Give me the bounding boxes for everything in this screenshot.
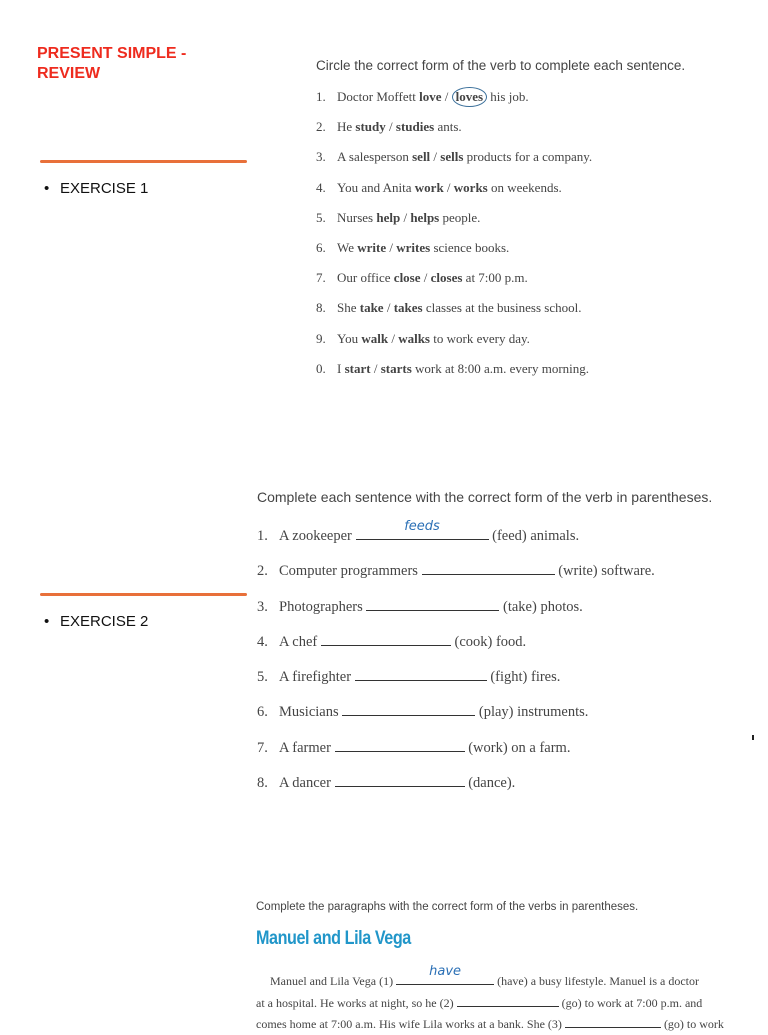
exercise-1-label: [44, 180, 148, 197]
exercise-1-item: [316, 148, 592, 178]
verb-option-b[interactable]: writes: [396, 239, 431, 255]
sentence-text: people.: [439, 209, 481, 225]
sentence-text: Our office: [337, 270, 394, 286]
option-separator: /: [443, 179, 454, 195]
sentence-text: A farmer: [279, 739, 335, 756]
exercise-1-item: [316, 269, 592, 299]
exercise-1-item: [316, 179, 592, 209]
exercise-3-heading: Manuel and Lila Vega: [256, 928, 411, 949]
verb-option-a[interactable]: study: [355, 119, 386, 135]
exercise-1-item: [316, 209, 592, 239]
handwritten-answer: feeds: [404, 519, 440, 534]
paragraph-text: at a hospital. He works at night, so he (2): [256, 995, 457, 1010]
page-title: [37, 44, 257, 84]
item-number: 0.: [316, 360, 326, 376]
verb-option-a[interactable]: close: [393, 270, 421, 286]
paragraph-text: (go) to work: [660, 1017, 724, 1031]
sentence-text: classes at the business school.: [422, 300, 582, 316]
exercise-2-item: [257, 596, 655, 631]
answer-blank-3[interactable]: [565, 1013, 661, 1028]
exercise-1-item: [316, 88, 592, 118]
exercise-2-instruction: Complete each sentence with the correct form of the verb in parentheses.: [257, 489, 713, 505]
section-divider-1: [40, 160, 247, 163]
paragraph-text: (go) to work at 7:00 p.m. and: [558, 995, 703, 1010]
item-number: 7.: [257, 739, 268, 756]
stray-mark: [752, 735, 754, 740]
page-title-line-1: PRESENT SIMPLE -: [37, 45, 187, 62]
exercise-2-label: [44, 613, 148, 630]
sentence-text: to work every day.: [430, 330, 530, 346]
verb-option-a[interactable]: sell: [412, 149, 431, 165]
sentence-text: his job.: [487, 89, 529, 104]
exercise-3-instruction: Complete the paragraphs with the correct form of the verbs in parentheses.: [256, 901, 639, 913]
option-separator: /: [388, 330, 399, 346]
answer-blank[interactable]: [355, 666, 487, 681]
verb-option-a[interactable]: write: [357, 239, 387, 255]
verb-option-a[interactable]: take: [359, 300, 384, 316]
item-number: 2.: [257, 563, 268, 580]
verb-option-a[interactable]: help: [376, 209, 401, 225]
exercise-1-item: [316, 330, 592, 360]
item-number: 5.: [316, 209, 326, 225]
exercise-2-item: [257, 519, 655, 560]
sentence-text: You and Anita: [337, 179, 415, 195]
item-number: 6.: [257, 704, 268, 721]
option-separator: /: [386, 239, 397, 255]
exercise-2-item: [257, 666, 655, 701]
verb-option-b[interactable]: walks: [398, 330, 430, 346]
handwritten-answer: have: [429, 964, 462, 979]
item-number: 1.: [316, 89, 326, 104]
sentence-text: A zookeeper: [279, 528, 356, 544]
answer-blank[interactable]: [335, 772, 465, 787]
exercise-1-list: [316, 88, 592, 390]
exercise-2-item: [257, 772, 655, 807]
sentence-text: Nurses: [337, 209, 377, 225]
item-number: 3.: [316, 149, 326, 165]
sentence-text: (play) instruments.: [475, 704, 589, 721]
sentence-text: (fight) fires.: [486, 669, 561, 686]
verb-option-a[interactable]: walk: [361, 330, 389, 346]
sentence-text: (work) on a farm.: [464, 739, 571, 756]
sentence-text: at 7:00 p.m.: [462, 270, 528, 286]
sentence-text: on weekends.: [487, 179, 562, 195]
verb-option-a[interactable]: love: [419, 89, 442, 104]
verb-option-a[interactable]: start: [344, 360, 371, 376]
sentence-text: products for a company.: [463, 149, 593, 165]
item-number: 8.: [257, 775, 268, 792]
item-number: 9.: [316, 330, 326, 346]
paragraph-text: Manuel and Lila Vega (1): [270, 974, 397, 988]
bullet-icon: •: [44, 180, 50, 197]
sentence-text: (cook) food.: [450, 633, 527, 650]
sentence-text: A firefighter: [279, 669, 355, 686]
paragraph-text: comes home at 7:00 a.m. His wife Lila works at a bank. She (3): [256, 1017, 565, 1031]
exercise-2-item: [257, 560, 655, 595]
verb-option-b[interactable]: takes: [393, 300, 423, 316]
sentence-text: (dance).: [464, 775, 516, 792]
sentence-text: He: [337, 119, 356, 135]
option-separator: /: [400, 209, 411, 225]
item-number: 6.: [316, 239, 326, 255]
answer-blank-2[interactable]: [457, 992, 559, 1007]
option-separator: /: [430, 149, 441, 165]
option-separator: /: [383, 300, 394, 316]
sentence-text: science books.: [430, 239, 510, 255]
item-number: 1.: [257, 528, 268, 544]
sentence-text: (write) software.: [554, 563, 655, 580]
verb-option-b[interactable]: works: [453, 179, 488, 195]
item-number: 7.: [316, 270, 326, 286]
exercise-1-instruction: Circle the correct form of the verb to complete each sentence.: [316, 58, 686, 73]
verb-option-b[interactable]: closes: [430, 270, 463, 286]
verb-option-b[interactable]: helps: [410, 209, 440, 225]
sentence-text: (feed) animals.: [488, 528, 580, 544]
answer-blank[interactable]: [321, 631, 451, 646]
verb-option-b[interactable]: sells: [440, 149, 464, 165]
verb-option-b[interactable]: studies: [395, 119, 435, 135]
verb-option-b[interactable]: loves: [452, 87, 487, 107]
sentence-text: work at 8:00 a.m. every morning.: [411, 360, 590, 376]
answer-blank[interactable]: [356, 519, 489, 540]
sentence-text: A dancer: [279, 775, 335, 792]
exercise-2-label-text: EXERCISE 2: [60, 613, 149, 630]
exercise-1-item: [316, 118, 592, 148]
answer-blank[interactable]: [366, 596, 499, 611]
exercise-2-item: [257, 701, 655, 736]
page-title-line-2: REVIEW: [37, 65, 101, 82]
item-number: 4.: [316, 179, 326, 195]
option-separator: /: [370, 360, 381, 376]
verb-option-b[interactable]: starts: [380, 360, 412, 376]
section-divider-2: [40, 593, 247, 596]
item-number: 4.: [257, 633, 268, 650]
item-number: 8.: [316, 300, 326, 316]
sentence-text: Doctor Moffett: [337, 89, 420, 104]
item-number: 5.: [257, 669, 268, 686]
paragraph-line-1: [256, 964, 746, 992]
sentence-text: She: [337, 300, 360, 316]
sentence-text: We: [337, 239, 358, 255]
answer-blank[interactable]: [335, 737, 465, 752]
sentence-text: I: [337, 360, 345, 376]
paragraph-text: (have) a busy lifestyle. Manuel is a doctor: [494, 974, 700, 988]
exercise-1-item: [316, 299, 592, 329]
exercise-1-item: [316, 360, 592, 390]
sentence-text: A salesperson: [337, 149, 413, 165]
exercise-2-list: [257, 519, 655, 807]
sentence-text: You: [337, 330, 362, 346]
sentence-text: Computer programmers: [279, 563, 422, 580]
paragraph-line-2: [256, 992, 746, 1014]
bullet-icon: •: [44, 613, 50, 630]
option-separator: /: [420, 270, 431, 286]
item-number: 2.: [316, 119, 326, 135]
sentence-text: Photographers: [279, 598, 367, 615]
answer-blank[interactable]: [342, 701, 475, 716]
option-separator: /: [441, 89, 452, 104]
sentence-text: (take) photos.: [499, 598, 583, 615]
exercise-1-label-text: EXERCISE 1: [60, 180, 149, 197]
exercise-3-paragraph: [256, 964, 746, 1035]
option-separator: /: [385, 119, 396, 135]
exercise-1-item: [316, 239, 592, 269]
exercise-2-item: [257, 631, 655, 666]
sentence-text: A chef: [279, 633, 321, 650]
exercise-2-item: [257, 737, 655, 772]
sentence-text: ants.: [434, 119, 462, 135]
sentence-text: Musicians: [279, 704, 343, 721]
answer-blank[interactable]: [422, 560, 555, 575]
verb-option-a[interactable]: work: [414, 179, 444, 195]
answer-blank-1[interactable]: [396, 964, 494, 985]
item-number: 3.: [257, 598, 268, 615]
